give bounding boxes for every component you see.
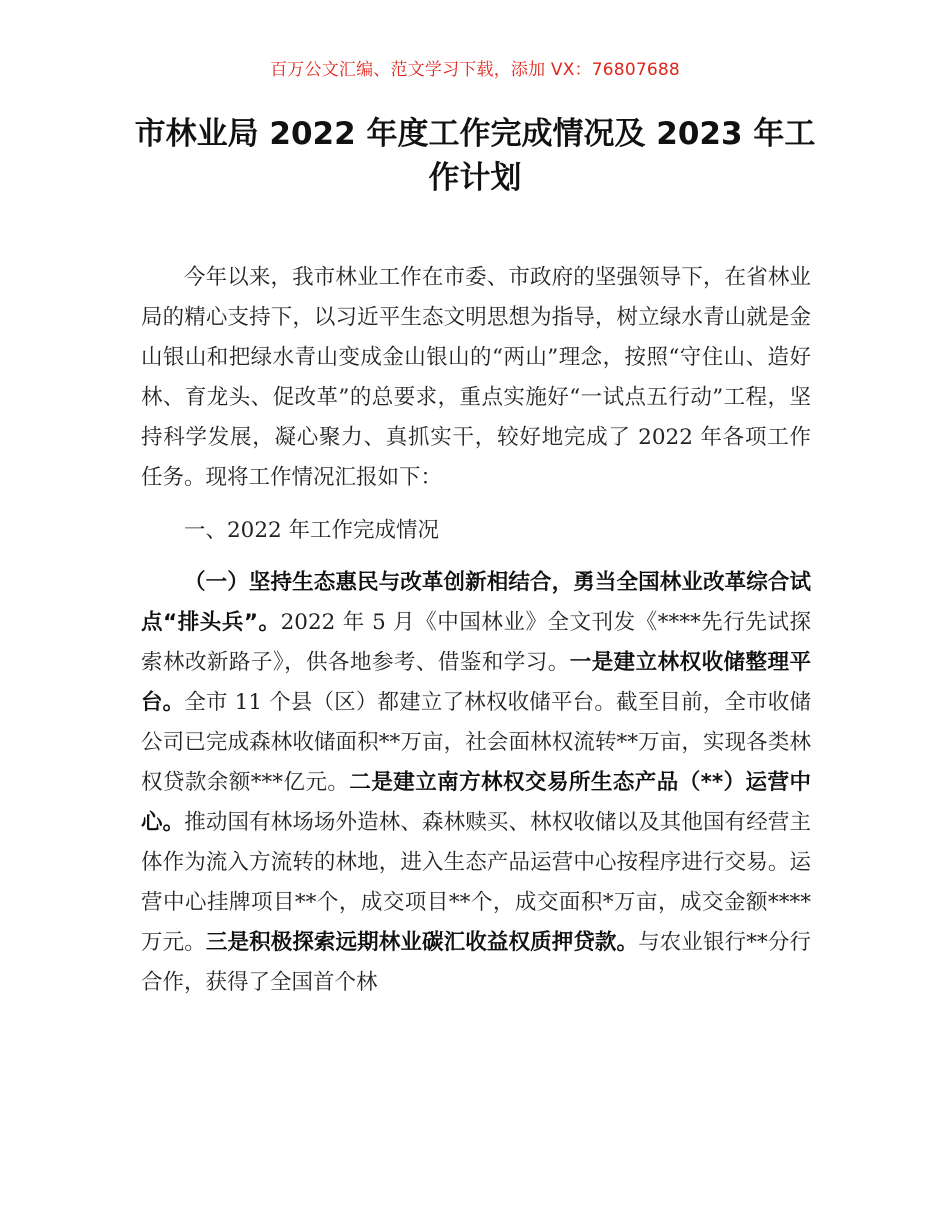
- item-heading-2: 二是建立南方林权交易所生态产品（**）运营中心。: [141, 770, 811, 835]
- subsection-text-1: 2022 年 5 月《中国林业》全文刊发《****先行先试探索林改新路子》，供各地参考、借鉴和学习。: [141, 610, 811, 675]
- section-heading-1: 一、2022 年工作完成情况: [184, 518, 440, 543]
- item-text-2: 推动国有林场场外造林、森林赎买、林权收储以及其他国有经营主体作为流入方流转的林地，进入生态产品运营中心按程序进行交易。运营中心挂牌项目**个，成交项目**个，成交面积*万亩，成交金额****万元。: [141, 810, 811, 955]
- document-body: [141, 258, 811, 1003]
- item-text-1: 全市 11 个县（区）都建立了林权收储平台。截至目前，全市收储公司已完成森林收储面积**万亩，社会面林权流转**万亩，实现各类林权贷款余额***亿元。: [141, 690, 811, 795]
- item-text-3: 与农业银行**分行合作，获得了全国首个林: [141, 930, 811, 995]
- item-heading-1: 一是建立林权收储整理平台。: [141, 650, 811, 715]
- document-title: 市林业局 2022 年度工作完成情况及 2023 年工作计划: [134, 116, 816, 196]
- item-heading-3: 三是积极探索远期林业碳汇收益权质押贷款。: [205, 930, 639, 955]
- subsection-heading-1: （一）坚持生态惠民与改革创新相结合，勇当全国林业改革综合试点“排头兵”。: [141, 570, 811, 635]
- subsection-paragraph-1: [141, 563, 811, 1003]
- watermark-text: 百万公文汇编、范文学习下载，添加 VX：76807688: [270, 60, 680, 80]
- intro-paragraph: 今年以来，我市林业工作在市委、市政府的坚强领导下，在省林业局的精心支持下，以习近平生态文明思想为指导，树立绿水青山就是金山银山和把绿水青山变成金山银山的“两山”理念，按照“守住山、造好林、育龙头、促改革”的总要求，重点实施好“一试点五行动”工程，坚持科学发展，凝心聚力、真抓实干，较好地完成了 2022 年各项工作任务。现将工作情况汇报如下：: [141, 265, 811, 490]
